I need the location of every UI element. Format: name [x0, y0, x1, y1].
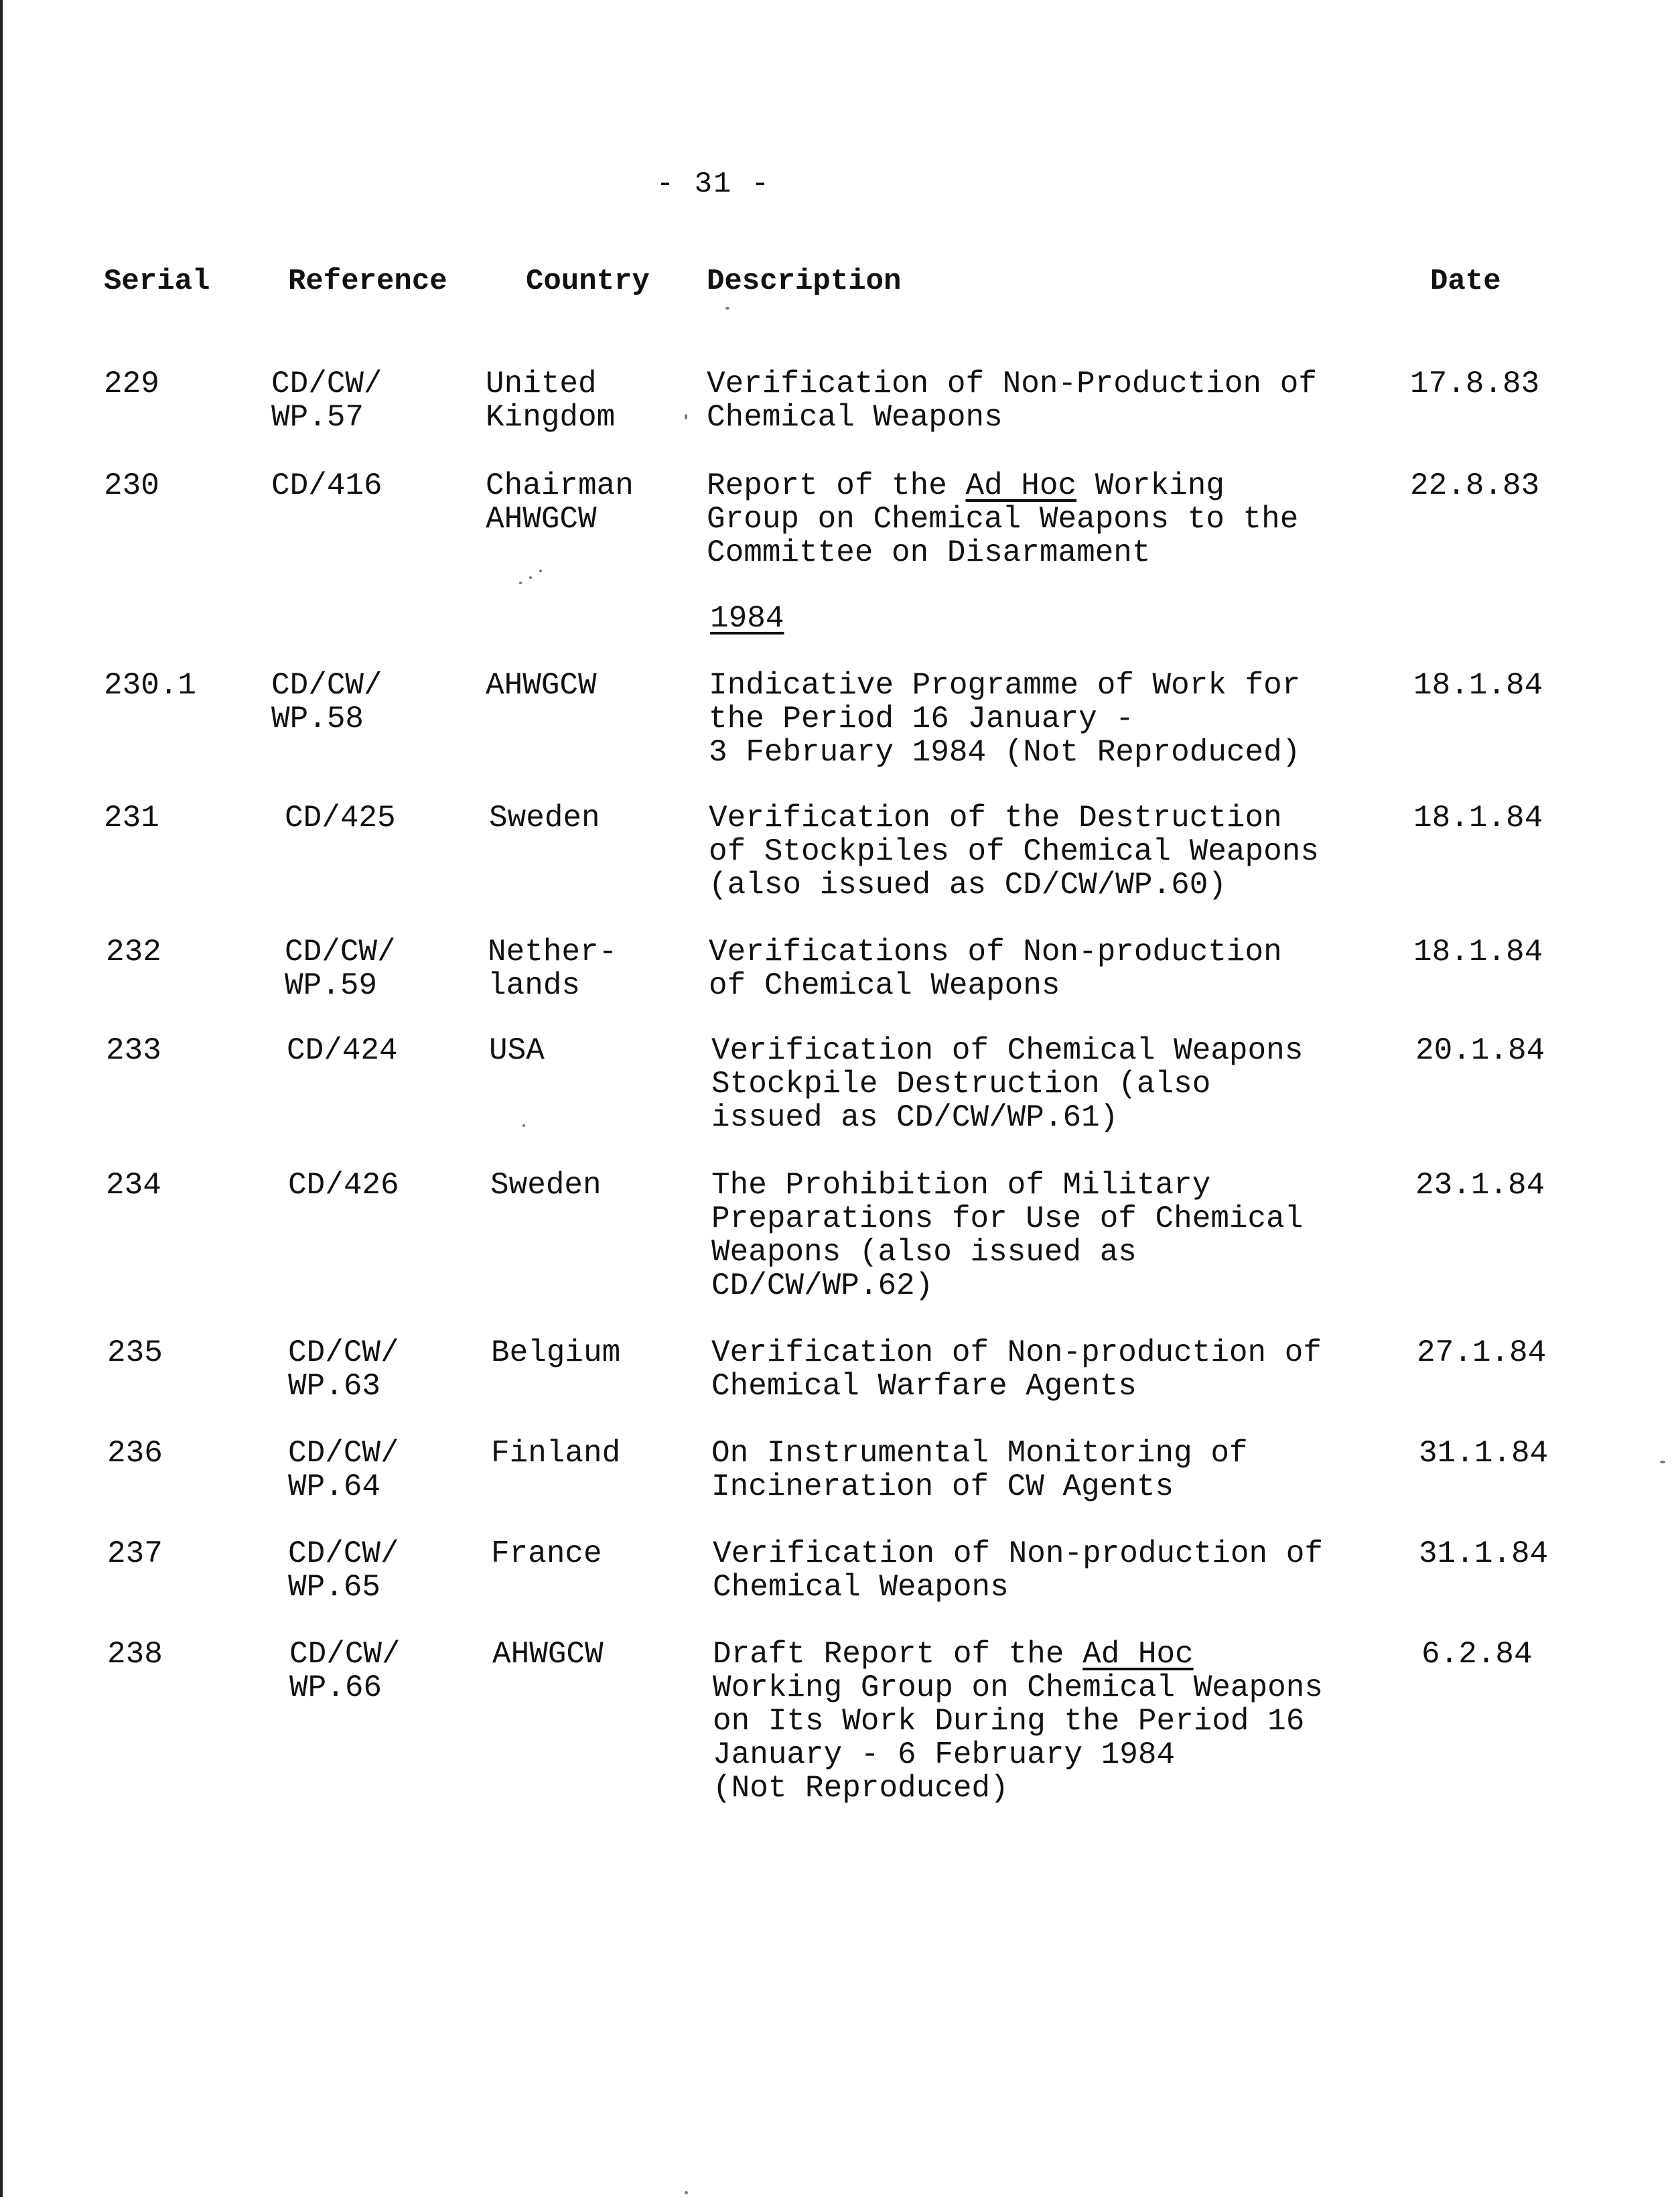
serial-cell: 236 — [107, 1436, 163, 1471]
country-cell: United Kingdom — [486, 367, 616, 435]
reference-cell: CD/CW/ WP.58 — [271, 668, 382, 736]
date-cell: 18.1.84 — [1413, 935, 1543, 970]
reference-cell: CD/CW/ WP.59 — [285, 935, 396, 1003]
reference-cell: CD/416 — [271, 468, 382, 503]
description-text: Working Group on Chemical Weapons to the Committee on Disarmament — [707, 468, 1299, 570]
date-cell: 22.8.83 — [1410, 468, 1540, 503]
country-cell: France — [491, 1536, 602, 1571]
country-cell: Belgium — [491, 1335, 621, 1370]
date-cell: 17.8.83 — [1410, 367, 1540, 401]
serial-cell: 237 — [107, 1536, 163, 1571]
description-text: Report of the — [707, 468, 966, 503]
page-number: - 31 - — [656, 168, 771, 201]
country-cell: USA — [489, 1033, 545, 1068]
scan-speck — [685, 414, 687, 419]
country-cell: Chairman AHWGCW — [486, 468, 634, 537]
description-cell: The Prohibition of Military Preparations for Use of Chemical Weapons (also issued as CD/CW/WP.62) — [711, 1168, 1304, 1303]
description-cell: Indicative Programme of Work for the Period 16 January - 3 February 1984 (Not Reproduced) — [709, 668, 1301, 770]
reference-cell: CD/426 — [288, 1168, 399, 1203]
date-cell: 23.1.84 — [1415, 1168, 1545, 1203]
country-cell: AHWGCW — [486, 668, 597, 703]
header-serial: Serial — [104, 265, 210, 298]
reference-cell: CD/425 — [285, 801, 396, 836]
serial-cell: 230.1 — [104, 668, 197, 703]
scan-speck — [522, 1124, 525, 1127]
serial-cell: 233 — [106, 1033, 161, 1068]
header-country: Country — [526, 265, 650, 298]
reference-cell: CD/CW/ WP.63 — [288, 1335, 399, 1404]
date-cell: 6.2.84 — [1421, 1637, 1533, 1672]
description-text: Draft Report of the — [713, 1637, 1083, 1672]
date-cell: 31.1.84 — [1419, 1536, 1549, 1571]
date-cell: 31.1.84 — [1419, 1436, 1549, 1471]
scan-speck — [519, 582, 522, 584]
reference-cell: CD/424 — [287, 1033, 398, 1068]
scan-speck — [1660, 1461, 1665, 1463]
reference-cell: CD/CW/ WP.66 — [289, 1637, 401, 1705]
header-reference: Reference — [288, 265, 447, 298]
reference-cell: CD/CW/ WP.64 — [288, 1436, 399, 1504]
description-cell: Verification of the Destruction of Stockpiles of Chemical Weapons (also issued as CD/CW/WP.60) — [709, 801, 1319, 903]
year-heading: 1984 — [710, 601, 784, 636]
date-cell: 18.1.84 — [1413, 801, 1543, 836]
serial-cell: 235 — [107, 1335, 163, 1370]
country-cell: Sweden — [490, 1168, 602, 1203]
description-cell — [713, 1638, 1323, 1805]
serial-cell: 231 — [104, 801, 159, 836]
country-cell: Nether- lands — [488, 935, 618, 1003]
header-date: Date — [1430, 265, 1501, 298]
ad-hoc-underlined: Ad Hoc — [1082, 1637, 1194, 1672]
scan-speck — [725, 307, 729, 310]
country-cell: Sweden — [489, 801, 600, 836]
description-text: Working Group on Chemical Weapons on Its Work During the Period 16 January - 6 February 1984 (Not Reproduced) — [713, 1670, 1323, 1806]
serial-cell: 238 — [107, 1637, 163, 1672]
description-cell: Verification of Non-Production of Chemical Weapons — [707, 367, 1317, 435]
page-edge — [0, 0, 3, 2197]
reference-cell: CD/CW/ WP.57 — [271, 367, 382, 435]
date-cell: 20.1.84 — [1415, 1033, 1545, 1068]
ad-hoc-underlined: Ad Hoc — [965, 468, 1077, 503]
date-cell: 18.1.84 — [1413, 668, 1543, 703]
serial-cell: 234 — [106, 1168, 161, 1203]
description-cell: Verifications of Non-production of Chemical Weapons — [709, 935, 1282, 1003]
description-cell: Verification of Non-production of Chemical Weapons — [713, 1536, 1323, 1605]
date-cell: 27.1.84 — [1417, 1335, 1547, 1370]
scan-speck — [685, 2191, 688, 2194]
serial-cell: 232 — [106, 935, 161, 970]
description-cell: Verification of Chemical Weapons Stockpile Destruction (also issued as CD/CW/WP.61) — [711, 1033, 1304, 1135]
description-cell: On Instrumental Monitoring of Incineration of CW Agents — [711, 1436, 1248, 1504]
serial-cell: 229 — [104, 367, 159, 401]
serial-cell: 230 — [104, 468, 159, 503]
header-description: Description — [707, 265, 902, 298]
description-cell — [707, 469, 1298, 570]
reference-cell: CD/CW/ WP.65 — [288, 1536, 399, 1605]
country-cell: AHWGCW — [492, 1637, 604, 1672]
country-cell: Finland — [491, 1436, 621, 1471]
scan-speck — [539, 570, 542, 572]
description-cell: Verification of Non-production of Chemical Warfare Agents — [711, 1335, 1322, 1404]
scan-speck — [529, 576, 532, 579]
